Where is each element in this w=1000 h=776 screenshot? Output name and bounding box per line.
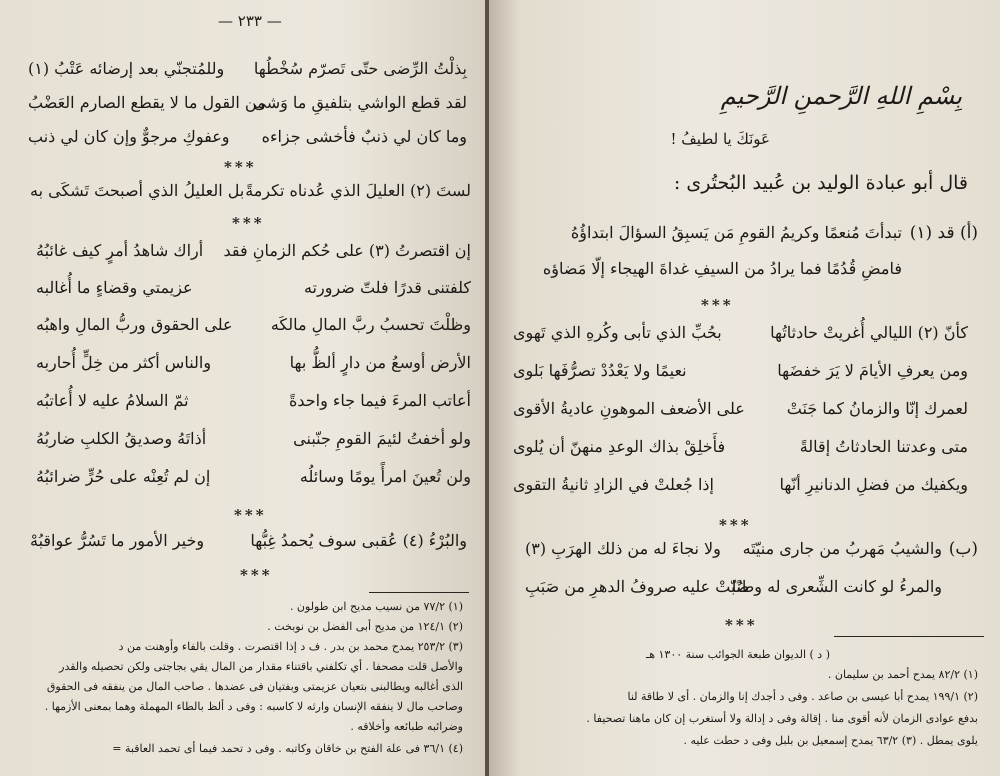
verse-hemistich-second: والناس أكثر من خِلٍّ أُحاربه: [36, 353, 212, 372]
footnote: (١) ٨٢/٢ يمدح أحمد بن سليمان .: [827, 668, 978, 681]
verse-hemistich-first: ولو أخفتُ لئيمَ القومِ جنّبنى: [293, 429, 471, 448]
verse-hemistich-first: كلفتنى قدرًا فلتّ ضرورته: [303, 278, 471, 297]
separator: ***: [725, 616, 758, 634]
verse-hemistich-first: ومن يعرفِ الأيامَ لا يَرَ خفضَها: [777, 361, 968, 380]
verse-hemistich-first: وما كان لي ذنبٌ فأخشى جزاءه: [261, 127, 467, 146]
footnote: والأصل قلت مصحفا . أي تكلفني باقتناء مقدار من المال يقي بجاجتى ولكن تحصيله والقدر: [59, 660, 463, 673]
footnote: ( د ) الديوان طبعة الجوائب سنة ١٣٠٠ هـ: [645, 648, 830, 661]
basmala-heading: بِسْمِ اللهِ الرَّحمنِ الرَّحيمِ: [720, 82, 962, 110]
verse-hemistich-second: ولا نجاءَ له من ذلك الهرَبِ (٣): [525, 539, 721, 558]
footnote: (٤) ٣٦/١ فى علة الفتح بن خاقان وكاتبه . وفى د تحمد فيما أى تحمد العاقبة =: [112, 742, 463, 755]
verse-hemistich-second: عزيمتي وقضاءٍ ما أُغالبه: [36, 278, 193, 297]
verse-hemistich-first: ويكفيك من فضلِ الدنانيرِ أنّها: [779, 475, 968, 494]
verse-hemistich-second: على الأضعف الموهونِ عاديةُ الأقوى: [513, 399, 745, 418]
footnote-rule: [834, 636, 984, 637]
verse-hemistich-first: لعمرك إنّا والزمانُ كما جَنَتْ: [786, 399, 968, 418]
separator: ***: [701, 296, 734, 314]
verse-hemistich-first: الأرض أوسعُ من دارٍ ألظُّ بها: [289, 353, 471, 372]
verse-hemistich-first: والمرءُ لو كانت الشِّعرى له وطنًا: [731, 577, 942, 596]
verse-hemistich-second: إن لم تُعِنْه على حُرٍّ ضرائبُهُ: [36, 467, 211, 486]
verse-hemistich-second: بل العليلُ الذي أصبحتَ تَشكَى به: [30, 181, 245, 200]
section-marker: (أ) قد (١): [909, 223, 978, 243]
right-page: [489, 0, 1000, 776]
separator: ***: [240, 566, 273, 584]
verse-hemistich-first: والشيبُ مَهربُ من جارى منيّتَه: [742, 539, 942, 558]
footnote: وصاحب مال لا ينفقه الإنسان وارثه لا كاسبه : وفى د ألظ بالطاء المهملة وهما بمعنى الأزمها .: [44, 700, 463, 713]
verse-hemistich-first: إن اقتصرتُ (٣) على حُكم الزمانِ فقد: [223, 241, 471, 260]
verse-hemistich-first: لقد قطع الواشي بتلفيقِ ما وَشى: [253, 93, 467, 112]
verse-hemistich-second: أراك شاهدُ أمرٍ كيف غائبُهُ: [36, 241, 204, 260]
footnote-rule: [369, 592, 469, 593]
verse-hemistich-first: والبُرْءُ (٤) عُقبى سوف يُحمدُ غِبُّها: [250, 531, 467, 550]
verse-hemistich-second: نعيمًا ولا يَعْدُدْ تصرُّفَها بَلوى: [513, 361, 687, 380]
footnote: بدفع عوادى الزمان لأنه أقوى منا . إقالة وفى د إدالة ولا أستغرب إن كان ماهنا تصحيفا .: [586, 712, 978, 725]
verse-hemistich-second: من القول ما لا يقطع الصارم العَضْبُ: [28, 93, 266, 112]
verse-hemistich-first: أعاتب المرءَ فيما جاء واحدةً: [288, 391, 471, 410]
author-line: قال أبو عبادة الوليد بن عُبيد البُحتُرى :: [673, 172, 968, 194]
section-marker: (ب): [948, 539, 978, 559]
verse-hemistich-first: متى وعدتنا الحادثاتُ إقالةً: [799, 437, 968, 456]
verse-hemistich-second: فأَخلِقْ بذاك الوعدِ منهنّ أن يُلوى: [513, 437, 726, 456]
footnote: يلوى يمطل . (٣) ٦٣/٢ يمدح إسمعيل بن بلبل وفى د حطت عليه .: [683, 734, 978, 747]
verse-hemistich-second: وللمُتجنّي بعد إرضائه عَتْبُ (١): [28, 59, 225, 78]
verse-hemistich-first: وظلْتَ تحسبُ ربَّ المالِ مالكَه: [270, 315, 471, 334]
prose-line: تبدأتَ مُنعمًا وكريمُ القومِ مَن يَسبِقُ السؤالَ ابتداؤُهُ: [570, 223, 902, 242]
verse-hemistich-second: أذاتَهُ وصديقُ الكلبِ ضاربُهُ: [36, 429, 207, 448]
verse-hemistich-second: ثمّ السلامُ عليه لا أُعاتبُه: [36, 391, 189, 410]
verse-hemistich-first: لستَ (٢) العليلَ الذي عُدناه تكرمةً: [245, 181, 471, 200]
verse-hemistich-second: صُبّتْ عليه صروفُ الدهرِ من صَبَبِ: [525, 577, 750, 596]
footnote: (٢) ١٢٤/١ من مديح أبى الفضل بن نوبخت .: [267, 620, 463, 633]
separator: ***: [232, 214, 265, 232]
verse-hemistich-first: ولن تُعينَ امرأً يومًا وسائلُه: [299, 467, 471, 486]
prose-line: فامضِ قُدُمًا فما يرادُ من السيفِ غداةَ الهيجاء إلّا مَضاؤه: [542, 259, 902, 278]
verse-hemistich-second: وخير الأمور ما تَسُرُّ عواقبُهْ: [30, 531, 205, 550]
subheading: عَونَكَ يا لطيفُ !: [670, 130, 770, 148]
footnote: (٢) ١٩٩/١ يمدح أبا عيسى بن صاعد . وفى د أجدك إنا والزمان . أى لا طاقة لنا: [627, 690, 978, 703]
footnote: الذى أغالبه ويطالبنى بتعيان عزيمتى وبفتيان فى عضدها . صاحب المال من ينفقه فى الحقوق: [46, 680, 463, 693]
verse-hemistich-first: كأنّ (٢) الليالي أُغريتْ حادثاتُها: [770, 323, 968, 342]
verse-hemistich-second: وعفوكِ مرجوٌّ وإن كان لي ذنب: [28, 127, 230, 146]
footnote: (١) ٧٧/٢ من نسيب مديح ابن طولون .: [289, 600, 463, 613]
verse-hemistich-second: إذا جُعلتْ في الزادِ ثانيةُ التقوى: [513, 475, 714, 494]
verse-hemistich-second: على الحقوق وربُّ المالِ واهبُه: [36, 315, 233, 334]
separator: ***: [224, 158, 257, 176]
verse-hemistich-second: بحُبِّ الذي تأبى وكُرهِ الذي تَهوى: [513, 323, 722, 342]
left-page: [0, 0, 485, 776]
page-number: — ٢٣٣ —: [218, 12, 282, 30]
footnote: وضرائبه طبائعه وأخلاقه .: [350, 720, 463, 733]
footnote: (٣) ٢٥٣/٢ يمدح محمد بن بدر . ف د إذا اقتصرت . وقلت بالفاء وأوهنت من د: [118, 640, 463, 653]
separator: ***: [719, 516, 752, 534]
separator: ***: [234, 506, 267, 524]
verse-hemistich-first: بِذلْتُ الرِّضى حتّى تَصرّم سُخْطُها: [253, 59, 467, 78]
